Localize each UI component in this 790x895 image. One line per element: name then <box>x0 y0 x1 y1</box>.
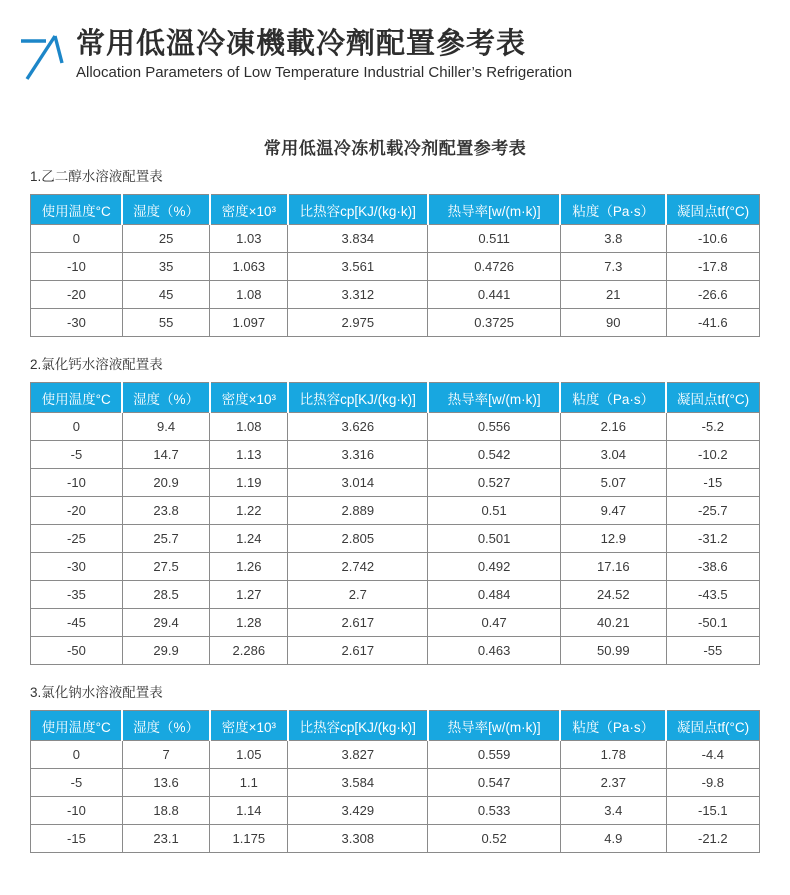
table-cell: -15 <box>666 469 759 497</box>
table-cell: 3.561 <box>288 253 428 281</box>
table-cell: 1.78 <box>560 741 666 769</box>
table-cell: 0.542 <box>428 441 561 469</box>
table-row <box>31 309 760 337</box>
table-row <box>31 441 760 469</box>
table-cell: 0 <box>31 225 123 253</box>
table-cell: 25 <box>122 225 209 253</box>
page-title: 常用低溫冷凍機載冷劑配置參考表 <box>76 28 527 60</box>
table-cell: 2.975 <box>288 309 428 337</box>
table-cell: -31.2 <box>666 525 759 553</box>
table-cell: 0.47 <box>428 609 561 637</box>
table-cell: 5.07 <box>560 469 666 497</box>
table-cell: 0 <box>31 413 123 441</box>
table-cell: 1.097 <box>210 309 288 337</box>
table-cell: 3.316 <box>288 441 428 469</box>
column-header: 热导率[w/(m·k)] <box>428 711 561 741</box>
page-subtitle: Allocation Parameters of Low Temperature Industrial Chiller’s Refrigeration <box>76 64 573 82</box>
table-cell: -41.6 <box>666 309 759 337</box>
table-cell: 2.7 <box>288 581 428 609</box>
table-cell: 3.827 <box>288 741 428 769</box>
data-table <box>30 710 760 853</box>
table-row <box>31 413 760 441</box>
column-header: 比热容cp[KJ/(kg·k)] <box>288 195 428 225</box>
table-cell: 0.547 <box>428 769 561 797</box>
table-cell: 2.617 <box>288 609 428 637</box>
table-cell: 1.14 <box>210 797 288 825</box>
table-cell: -25 <box>31 525 123 553</box>
column-header: 湿度（%） <box>122 195 209 225</box>
table-cell: 1.13 <box>210 441 288 469</box>
table-cell: 0.492 <box>428 553 561 581</box>
column-header: 凝固点tf(°C) <box>666 383 759 413</box>
table-cell: 2.805 <box>288 525 428 553</box>
column-header: 粘度（Pa·s） <box>560 711 666 741</box>
table-cell: 27.5 <box>122 553 209 581</box>
table-cell: 40.21 <box>560 609 666 637</box>
table-row <box>31 769 760 797</box>
table-cell: 17.16 <box>560 553 666 581</box>
solution-section <box>30 681 760 853</box>
table-body <box>31 413 760 665</box>
table-cell: 0.4726 <box>428 253 561 281</box>
doc-title: 常用低温冷冻机载冷剂配置参考表 <box>263 139 527 158</box>
table-cell: -5.2 <box>666 413 759 441</box>
table-cell: 2.889 <box>288 497 428 525</box>
brand-titles <box>76 28 572 81</box>
data-table <box>30 194 760 337</box>
table-cell: 0.527 <box>428 469 561 497</box>
table-cell: -15 <box>31 825 123 853</box>
brand-header <box>18 28 760 82</box>
table-cell: 0 <box>31 741 123 769</box>
table-cell: 2.617 <box>288 637 428 665</box>
section-label: 2.氯化钙水溶液配置表 <box>30 357 163 372</box>
table-header-row <box>31 711 760 741</box>
table-body <box>31 225 760 337</box>
column-header: 热导率[w/(m·k)] <box>428 195 561 225</box>
table-cell: -20 <box>31 497 123 525</box>
table-header <box>31 383 760 413</box>
table-cell: 55 <box>122 309 209 337</box>
table-cell: 1.24 <box>210 525 288 553</box>
trend-arrow-icon <box>18 32 64 82</box>
table-cell: -50.1 <box>666 609 759 637</box>
table-cell: 45 <box>122 281 209 309</box>
table-row <box>31 637 760 665</box>
solution-section <box>30 353 760 665</box>
table-cell: -5 <box>31 441 123 469</box>
table-cell: 28.5 <box>122 581 209 609</box>
table-cell: 29.9 <box>122 637 209 665</box>
table-cell: 0.441 <box>428 281 561 309</box>
table-cell: 0.3725 <box>428 309 561 337</box>
table-cell: 1.08 <box>210 413 288 441</box>
table-cell: 1.27 <box>210 581 288 609</box>
column-header: 密度×10³ <box>210 383 288 413</box>
table-cell: 1.05 <box>210 741 288 769</box>
column-header: 湿度（%） <box>122 711 209 741</box>
table-cell: -20 <box>31 281 123 309</box>
column-header: 比热容cp[KJ/(kg·k)] <box>288 383 428 413</box>
table-cell: 0.533 <box>428 797 561 825</box>
table-sections <box>30 165 760 853</box>
table-row <box>31 581 760 609</box>
table-cell: 4.9 <box>560 825 666 853</box>
column-header: 使用温度°C <box>31 711 123 741</box>
table-cell: 23.1 <box>122 825 209 853</box>
column-header: 凝固点tf(°C) <box>666 195 759 225</box>
table-cell: 2.16 <box>560 413 666 441</box>
table-row <box>31 225 760 253</box>
table-cell: 0.463 <box>428 637 561 665</box>
table-cell: 2.742 <box>288 553 428 581</box>
table-cell: -10.2 <box>666 441 759 469</box>
table-row <box>31 253 760 281</box>
data-table <box>30 382 760 665</box>
table-cell: -21.2 <box>666 825 759 853</box>
table-cell: 0.51 <box>428 497 561 525</box>
table-cell: 3.04 <box>560 441 666 469</box>
section-label: 3.氯化钠水溶液配置表 <box>30 685 163 700</box>
table-cell: -30 <box>31 309 123 337</box>
column-header: 使用温度°C <box>31 195 123 225</box>
table-cell: -15.1 <box>666 797 759 825</box>
table-cell: 1.22 <box>210 497 288 525</box>
table-header-row <box>31 383 760 413</box>
table-cell: 12.9 <box>560 525 666 553</box>
table-cell: -55 <box>666 637 759 665</box>
table-row <box>31 553 760 581</box>
table-row <box>31 825 760 853</box>
column-header: 热导率[w/(m·k)] <box>428 383 561 413</box>
table-cell: 3.429 <box>288 797 428 825</box>
table-cell: 3.312 <box>288 281 428 309</box>
table-cell: 23.8 <box>122 497 209 525</box>
table-row <box>31 497 760 525</box>
column-header: 密度×10³ <box>210 195 288 225</box>
table-cell: 7 <box>122 741 209 769</box>
column-header: 粘度（Pa·s） <box>560 383 666 413</box>
table-cell: 24.52 <box>560 581 666 609</box>
table-cell: 1.26 <box>210 553 288 581</box>
table-cell: -38.6 <box>666 553 759 581</box>
table-cell: -17.8 <box>666 253 759 281</box>
table-cell: 7.3 <box>560 253 666 281</box>
column-header: 比热容cp[KJ/(kg·k)] <box>288 711 428 741</box>
table-cell: 1.19 <box>210 469 288 497</box>
table-cell: 18.8 <box>122 797 209 825</box>
table-cell: 0.501 <box>428 525 561 553</box>
table-cell: 29.4 <box>122 609 209 637</box>
table-row <box>31 609 760 637</box>
table-cell: 14.7 <box>122 441 209 469</box>
table-cell: -10 <box>31 469 123 497</box>
table-row <box>31 741 760 769</box>
table-cell: 3.8 <box>560 225 666 253</box>
column-header: 使用温度°C <box>31 383 123 413</box>
section-label: 1.乙二醇水溶液配置表 <box>30 169 163 184</box>
table-cell: 1.175 <box>210 825 288 853</box>
table-body <box>31 741 760 853</box>
table-cell: -30 <box>31 553 123 581</box>
table-cell: 3.308 <box>288 825 428 853</box>
table-cell: -4.4 <box>666 741 759 769</box>
table-cell: -10 <box>31 797 123 825</box>
table-cell: 0.52 <box>428 825 561 853</box>
table-cell: 20.9 <box>122 469 209 497</box>
table-cell: -45 <box>31 609 123 637</box>
table-cell: 0.484 <box>428 581 561 609</box>
table-cell: 1.08 <box>210 281 288 309</box>
table-cell: 2.286 <box>210 637 288 665</box>
table-cell: 3.834 <box>288 225 428 253</box>
table-cell: -35 <box>31 581 123 609</box>
table-cell: 1.1 <box>210 769 288 797</box>
table-cell: 3.584 <box>288 769 428 797</box>
table-cell: 9.4 <box>122 413 209 441</box>
table-cell: -9.8 <box>666 769 759 797</box>
table-cell: 9.47 <box>560 497 666 525</box>
table-cell: -26.6 <box>666 281 759 309</box>
table-row <box>31 281 760 309</box>
table-cell: 3.626 <box>288 413 428 441</box>
column-header: 密度×10³ <box>210 711 288 741</box>
table-header <box>31 711 760 741</box>
table-row <box>31 797 760 825</box>
table-cell: -10 <box>31 253 123 281</box>
table-cell: 25.7 <box>122 525 209 553</box>
table-cell: 21 <box>560 281 666 309</box>
table-cell: 1.03 <box>210 225 288 253</box>
table-cell: 3.4 <box>560 797 666 825</box>
table-row <box>31 469 760 497</box>
table-cell: -25.7 <box>666 497 759 525</box>
table-cell: 2.37 <box>560 769 666 797</box>
table-cell: 90 <box>560 309 666 337</box>
table-cell: 0.559 <box>428 741 561 769</box>
table-row <box>31 525 760 553</box>
table-cell: 0.511 <box>428 225 561 253</box>
table-cell: 50.99 <box>560 637 666 665</box>
table-cell: 3.014 <box>288 469 428 497</box>
column-header: 粘度（Pa·s） <box>560 195 666 225</box>
table-cell: -5 <box>31 769 123 797</box>
table-header-row <box>31 195 760 225</box>
table-cell: 35 <box>122 253 209 281</box>
table-cell: 1.28 <box>210 609 288 637</box>
column-header: 湿度（%） <box>122 383 209 413</box>
column-header: 凝固点tf(°C) <box>666 711 759 741</box>
table-cell: -43.5 <box>666 581 759 609</box>
table-cell: -50 <box>31 637 123 665</box>
solution-section <box>30 165 760 337</box>
table-header <box>31 195 760 225</box>
table-cell: 13.6 <box>122 769 209 797</box>
table-cell: 0.556 <box>428 413 561 441</box>
table-cell: 1.063 <box>210 253 288 281</box>
table-cell: -10.6 <box>666 225 759 253</box>
